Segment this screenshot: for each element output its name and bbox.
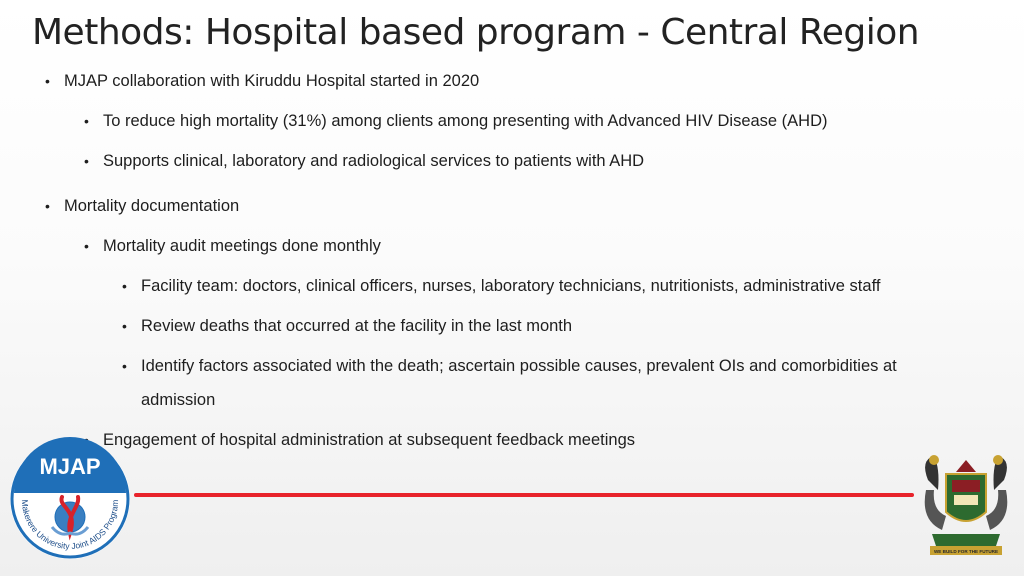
bullet-item [84,111,828,131]
bullet-item [84,236,381,256]
bullet-continuation: admission [141,391,216,409]
bullet-icon: • [122,358,127,374]
bullet-item [122,276,881,296]
bullet-text: Mortality audit meetings done monthly [103,237,381,255]
bullet-text: Supports clinical, laboratory and radiological services to patients with AHD [103,152,645,170]
bullet-icon: • [84,153,89,169]
bullet-icon: • [122,278,127,294]
bullet-icon: • [122,318,127,334]
slide-title: Methods: Hospital based program - Central Region [32,12,920,53]
bullet-text: MJAP collaboration with Kiruddu Hospital started in 2020 [64,72,480,90]
bullet-text: Identify factors associated with the death; ascertain possible causes, prevalent OIs and comorbidities at [141,357,897,375]
mjap-wordmark: MJAP [39,454,101,479]
bullet-item [45,196,240,216]
bullet-icon: • [84,238,89,254]
bullet-text: Facility team: doctors, clinical officers, nurses, laboratory technicians, nutritionists, administrative staff [141,277,881,295]
bullet-item [45,71,480,91]
mjap-logo [8,437,132,561]
crest-motto: WE BUILD FOR THE FUTURE [933,549,999,554]
bullet-item [84,151,645,171]
red-divider-line [134,493,914,497]
bullet-item [103,430,635,450]
bullet-icon: • [45,198,50,214]
makerere-crest [916,450,1016,560]
bullet-text: Mortality documentation [64,197,240,215]
bullet-text: Engagement of hospital administration at subsequent feedback meetings [103,431,636,449]
bullet-item [122,316,573,336]
mjap-ring-text: Makerere University Joint AIDS Program [19,499,121,552]
bullet-text: Review deaths that occurred at the facility in the last month [141,317,573,335]
bullet-icon: • [45,73,50,89]
bullet-icon: • [84,113,89,129]
bullet-item [122,356,897,376]
bullet-text: To reduce high mortality (31%) among clients among presenting with Advanced HIV Disease (AHD) [103,112,828,130]
